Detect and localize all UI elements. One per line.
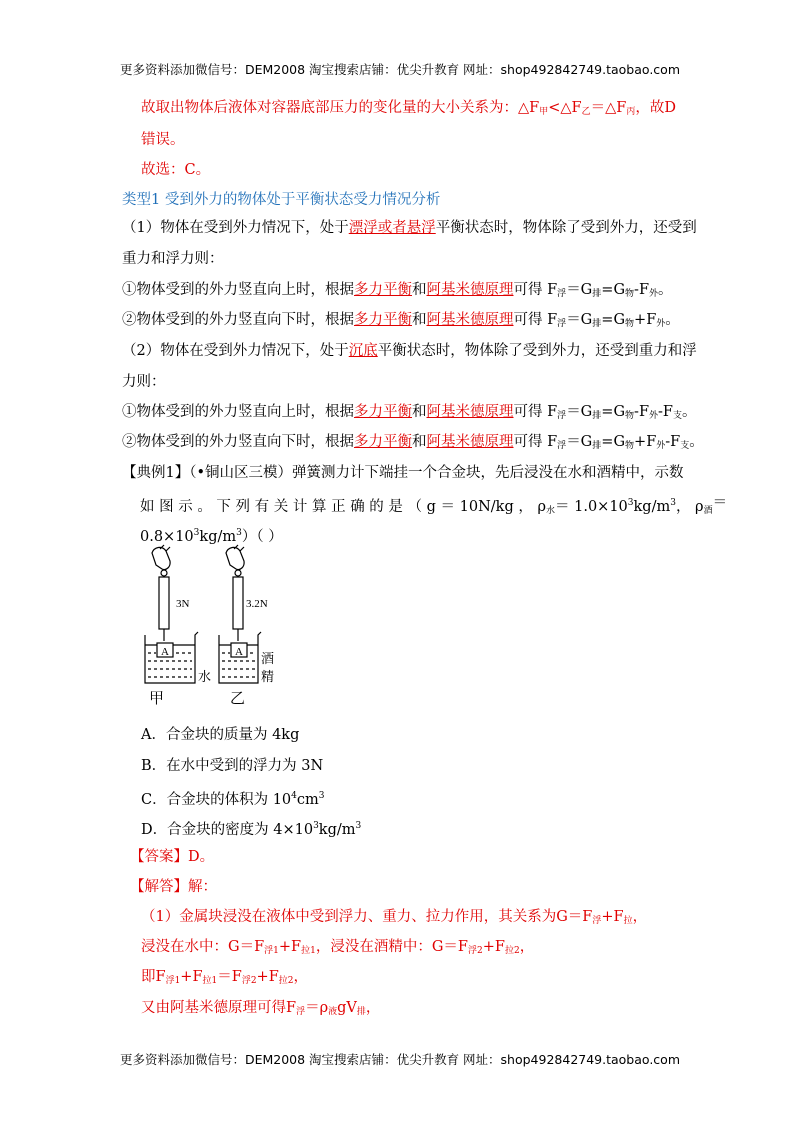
sub: 外 [649,289,659,299]
text: （•铜山区三模）弹簧测力计下端挂一个合金块，先后浸没在水和酒精中，示数 [189,465,684,481]
text: 和 [412,312,427,328]
sub: 液 [328,1007,338,1017]
part1-line-2: 重力和浮力则： [122,251,224,267]
text: 和 [412,434,427,450]
text: +F [256,969,279,985]
text: 即F [141,969,166,985]
text: -F [634,282,650,298]
text: gV [337,1000,357,1016]
sub: 浮 [296,1007,306,1017]
key-term: 阿基米德原理 [426,404,514,420]
sub: 浮 [557,319,567,329]
text: ）（ ） [241,529,283,545]
text: ＝G [566,434,593,450]
text: cm [296,792,319,808]
text: ②物体受到的外力竖直向下时，根据 [122,434,354,450]
text: kg/m [633,499,671,515]
text: ＝G [566,282,593,298]
text: 可得 F [513,312,558,328]
text: 。 [665,312,680,328]
text: C．合金块的体积为 10 [141,792,292,808]
sub: 乙 [581,107,591,117]
option-d [141,816,361,840]
sub: 浮2 [468,946,483,956]
sup: 3 [627,498,634,508]
text: 如 图 示 。 下 列 有 关 计 算 正 确 的 是 （ g ＝ 10N/kg ， ρ [140,499,546,515]
sub: 水 [545,506,555,516]
solution-line-3 [141,967,308,991]
text: ， [365,1000,381,1016]
prev-text: ，故D [635,100,676,116]
text: =G [601,404,626,420]
text: 。 [682,404,697,420]
text: 可得 F [513,404,558,420]
text: -F [658,404,673,420]
spring-scale [159,577,169,629]
text: kg/m [318,822,356,838]
sup: 3 [193,528,200,538]
text: 可得 F [513,434,558,450]
hook-ring [235,570,241,576]
text: 浸没在水中：G＝F [141,939,265,955]
hand-icon [226,547,244,569]
text: -F [634,404,650,420]
prev-text: ＝△F [590,100,627,116]
prev-line-2: 错误。 [141,132,185,148]
sub: 外 [649,411,659,421]
sub: 支 [673,411,683,421]
sub: 酒 [703,506,713,516]
sub: 外 [656,319,666,329]
prev-text: <△F [548,100,582,116]
sub: 浮 [557,289,567,299]
text: +F [634,434,657,450]
sub: 物 [625,441,635,451]
text [140,493,713,521]
text: 和 [412,282,427,298]
key-term: 多力平衡 [354,434,412,450]
text: ， [632,909,648,925]
text: 平衡状态时，物体除了受到外力，还受到重力和浮 [377,343,697,359]
sub: 物 [625,319,635,329]
sub: 丙 [626,107,636,117]
sub: 拉2 [504,946,520,956]
key-term: 多力平衡 [354,312,412,328]
text: =G [601,434,626,450]
prev-choose: 故选：C。 [141,162,211,178]
sub: 支 [680,441,690,451]
text: ， [519,939,535,955]
rule-4 [122,432,704,456]
solution-line-1 [141,907,647,931]
text: ①物体受到的外力竖直向上时，根据 [122,282,354,298]
example-line-1 [122,463,684,483]
text: -F [665,434,681,450]
text: 平衡状态时，物体除了受到外力，还受到 [435,220,697,236]
right-reading: 3.2N [246,598,268,610]
text: +F [482,939,505,955]
text: D．合金块的密度为 4×10 [141,822,314,838]
rule-2 [122,310,680,334]
sub: 排 [592,289,602,299]
text: 。 [658,282,673,298]
text: ＝F [217,969,242,985]
text: （1）金属块浸没在液体中受到浮力、重力、拉力作用，其关系为G＝F [141,909,593,925]
hook-ring [161,570,167,576]
text: （1）物体在受到外力情况下，处于 [122,220,349,236]
answer: 【答案】D。 [130,849,215,865]
example-tag: 【典例1】 [122,465,190,481]
sub: 甲 [539,107,549,117]
text: ，浸没在酒精中：G＝F [315,939,468,955]
text: +F [601,909,624,925]
sub: 浮1 [264,946,279,956]
section-title: 类型1 受到外力的物体处于平衡状态受力情况分析 [122,192,441,208]
hand-icon [152,547,170,569]
sub: 浮1 [165,976,181,986]
prev-line-1 [141,98,676,122]
sub: 排 [592,411,602,421]
sub: 浮 [557,411,567,421]
sub: 外 [656,441,666,451]
text: 和 [412,404,427,420]
solution-tag: 【解答】解： [130,879,217,895]
key-term: 漂浮或者悬浮 [348,220,436,236]
sup: 3 [670,498,676,508]
sup: 3 [318,791,325,801]
sup: 3 [236,528,242,538]
text: 可得 F [513,282,558,298]
left-caption: 甲 [149,689,165,707]
left-apparatus [145,545,198,683]
sub: 浮 [592,916,602,926]
sup: 3 [313,821,319,831]
key-term: 多力平衡 [354,404,412,420]
sub: 排 [592,441,602,451]
water-label: 水 [198,670,212,685]
text: ＝ 1.0×10 [555,499,628,515]
sub: 物 [625,411,635,421]
key-term: 阿基米德原理 [426,282,514,298]
option-c [141,786,325,810]
text: ②物体受到的外力竖直向下时，根据 [122,312,354,328]
text: +F [180,969,203,985]
text: +F [634,312,657,328]
text: （2）物体在受到外力情况下，处于 [122,343,349,359]
text: ＝ρ [305,1000,329,1016]
text: =G [601,312,626,328]
experiment-figure [140,543,300,713]
part2-line-2: 力则： [122,374,166,390]
alcohol-label-2: 精 [261,670,275,685]
spring-scale [233,577,243,629]
block-label-right: A [235,646,243,658]
left-reading: 3N [176,598,190,610]
rule-1 [122,280,673,304]
sub: 浮2 [241,976,257,986]
sup: 4 [291,791,297,801]
text: =G [601,282,626,298]
text: 又由阿基米德原理可得F [141,1000,297,1016]
sub: 拉1 [301,946,316,956]
part2-line-1 [122,341,697,361]
sub: 拉 [623,916,633,926]
text: ， [293,969,308,985]
text: kg/m [199,529,237,545]
sub: 浮 [557,441,567,451]
key-term: 阿基米德原理 [426,312,514,328]
text: ＝G [566,404,593,420]
text: 0.8×10 [140,529,194,545]
solution-line-2 [141,937,534,961]
text: ， ρ [675,499,704,515]
key-term: 阿基米德原理 [426,434,514,450]
text: ①物体受到的外力竖直向上时，根据 [122,404,354,420]
sub: 拉1 [202,976,218,986]
text: 。 [689,434,704,450]
part1-line-1 [122,218,697,238]
text: ＝ [712,495,728,511]
option-b: B．在水中受到的浮力为 3N [141,758,324,774]
solution-line-4 [141,998,380,1022]
rule-3 [122,402,697,426]
option-a: A．合金块的质量为 4kg [141,727,300,743]
alcohol-label-1: 酒 [261,652,275,667]
sub: 拉2 [278,976,294,986]
page-header: 更多资料添加微信号：DEM2008 淘宝搜索店铺：优尖升教育 网址：shop492842749.taobao.com [119,62,681,77]
page-footer: 更多资料添加微信号：DEM2008 淘宝搜索店铺：优尖升教育 网址：shop492842749.taobao.com [119,1052,681,1067]
block-label-left: A [161,646,169,658]
example-line-2 [140,493,728,521]
key-term: 多力平衡 [354,282,412,298]
text: ＝G [566,312,593,328]
prev-text: 故取出物体后液体对容器底部压力的变化量的大小关系为：△F [141,100,540,116]
sub: 排 [592,319,602,329]
key-term: 沉底 [348,343,378,359]
right-apparatus [219,545,261,683]
right-caption: 乙 [230,689,246,707]
text: +F [278,939,302,955]
sup: 3 [355,821,362,831]
sub: 排 [356,1007,366,1017]
sub: 物 [625,289,635,299]
